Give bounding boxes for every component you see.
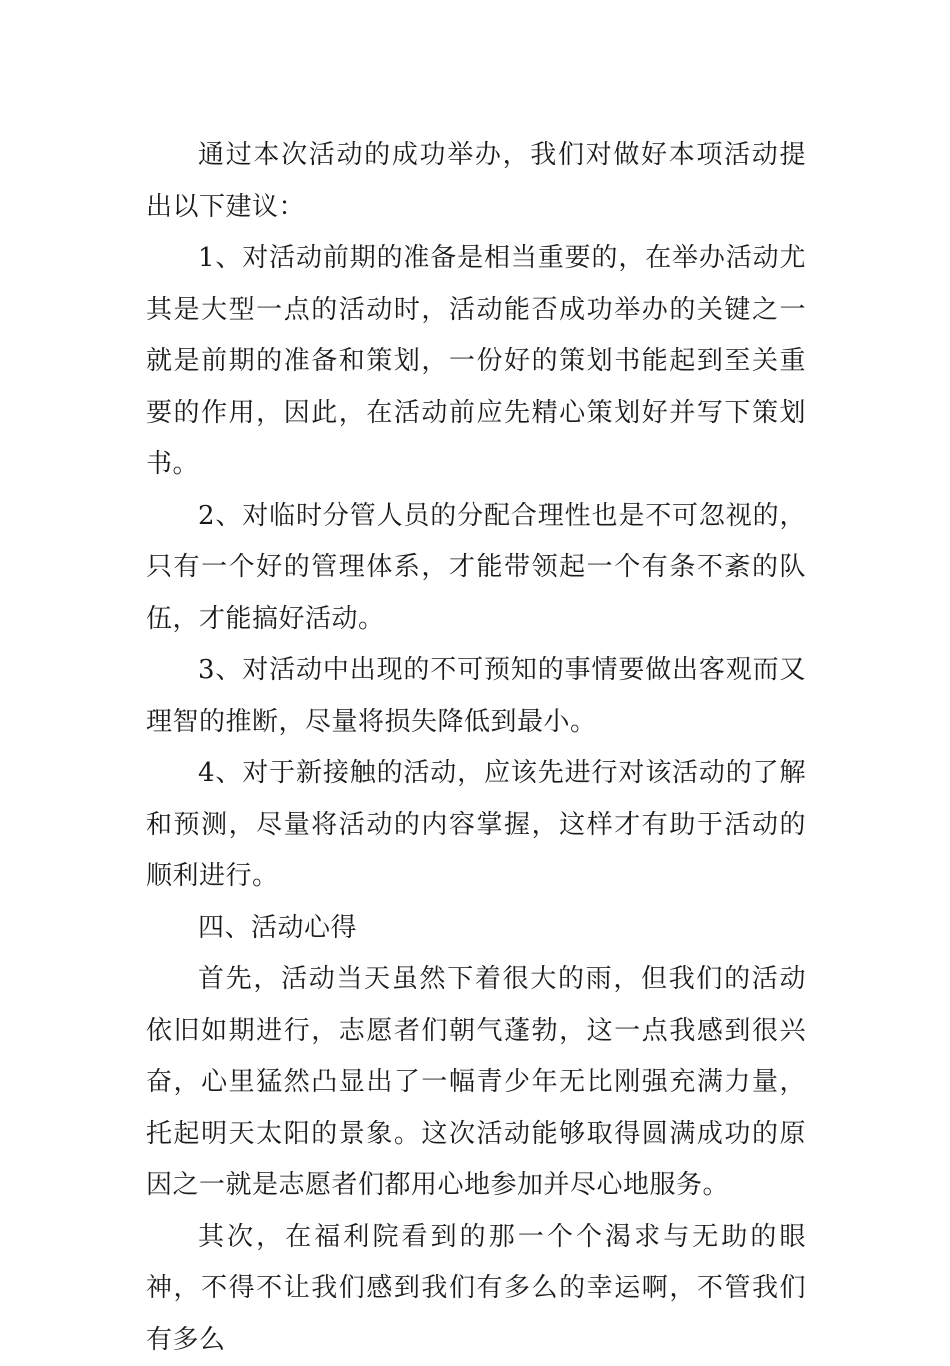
document-body	[146, 130, 806, 1366]
paragraph-reflection-first: 首先，活动当天虽然下着很大的雨，但我们的活动依旧如期进行，志愿者们朝气蓬勃，这一点我感到很兴奋，心里猛然凸显出了一幅青少年无比刚强充满力量，托起明天太阳的景象。这次活动能够取得圆满成功的原因之一就是志愿者们都用心地参加并尽心地服务。	[146, 954, 806, 1212]
section-heading-activity-reflections: 四、活动心得	[146, 903, 806, 955]
paragraph-suggestions-intro: 通过本次活动的成功举办，我们对做好本项活动提出以下建议：	[146, 130, 806, 233]
paragraph-reflection-second: 其次，在福利院看到的那一个个渴求与无助的眼神，不得不让我们感到我们有多么的幸运啊，不管我们有多么	[146, 1212, 806, 1366]
paragraph-suggestion-4: 4、对于新接触的活动，应该先进行对该活动的了解和预测，尽量将活动的内容掌握，这样才有助于活动的顺利进行。	[146, 748, 806, 903]
paragraph-suggestion-1: 1、对活动前期的准备是相当重要的，在举办活动尤其是大型一点的活动时，活动能否成功举办的关键之一就是前期的准备和策划，一份好的策划书能起到至关重要的作用，因此，在活动前应先精心策划好并写下策划书。	[146, 233, 806, 491]
paragraph-suggestion-2: 2、对临时分管人员的分配合理性也是不可忽视的，只有一个好的管理体系，才能带领起一个有条不紊的队伍，才能搞好活动。	[146, 491, 806, 646]
paragraph-suggestion-3: 3、对活动中出现的不可预知的事情要做出客观而又理智的推断，尽量将损失降低到最小。	[146, 645, 806, 748]
